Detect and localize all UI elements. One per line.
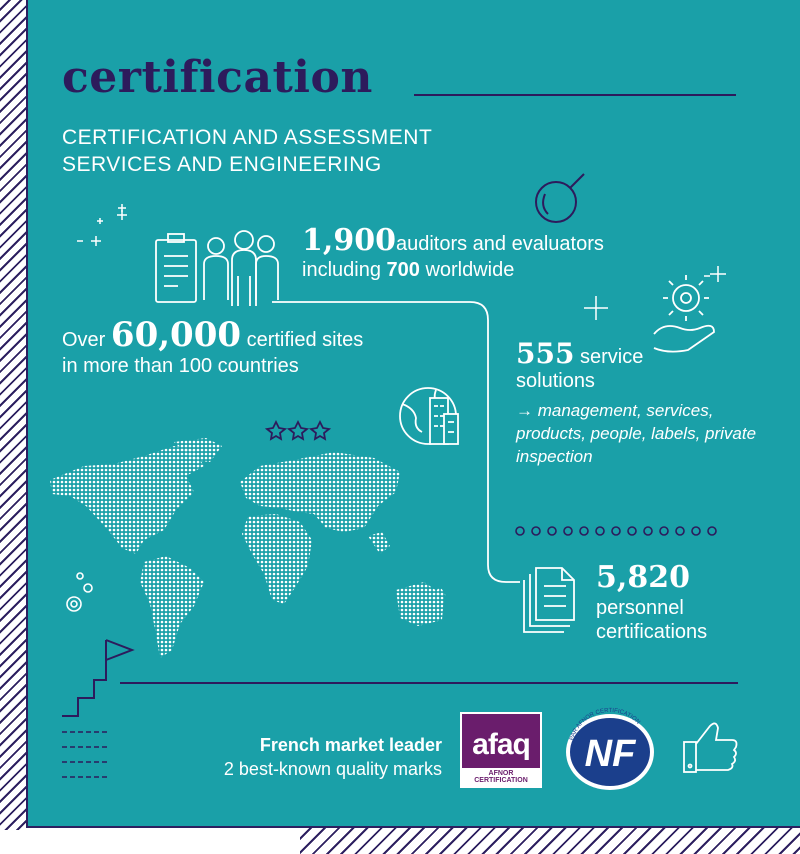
nf-logo-ring-text: PAR AFNOR CERTIFICATION [569,707,641,742]
stat-auditors [302,223,604,283]
stat-auditors-text2-pre: including [302,259,387,281]
stat-personnel [596,560,707,644]
dashed-lines-decoration [62,732,108,777]
market-leader-bold: French market leader [259,735,442,755]
stat-solutions-text1: service [580,346,644,368]
stat-solutions [516,337,776,468]
subtitle-line-1: CERTIFICATION AND ASSESSMENT [62,126,433,149]
afaq-logo-sub: AFNOR CERTIFICATION [474,770,528,784]
stat-solutions-number: 555 [516,337,575,370]
stat-sites [62,315,364,379]
clipboard-icon [156,234,196,302]
arrow-icon: → [516,401,533,420]
footer-divider [120,682,738,684]
afaq-logo [460,712,542,788]
stat-auditors-text1: auditors and evaluators [395,233,604,255]
nf-logo [560,706,660,792]
nf-logo-word: NF [584,733,636,775]
stat-personnel-number: 5,820 [596,560,690,595]
page-title: certification [62,52,373,103]
stat-solutions-text2: solutions [516,370,595,392]
stat-personnel-text2: certifications [596,621,708,643]
stat-personnel-text1: personnel [596,597,684,619]
subtitle-line-2: SERVICES AND ENGINEERING [62,153,382,176]
stat-sites-number: 60,000 [110,315,242,355]
stat-sites-text1: certified sites [246,329,364,351]
stat-sites-pre: Over [62,329,111,351]
stat-auditors-number: 1,900 [302,223,396,258]
dot-row-decoration [516,527,716,535]
stat-auditors-worldwide-number: 700 [386,259,420,281]
quality-marks-text: 2 best-known quality marks [223,759,442,779]
stat-auditors-text2-post: worldwide [419,259,515,281]
people-icon [204,231,278,306]
world-map [44,436,464,666]
document-stack-icon [524,568,574,632]
market-leader-text [150,733,442,781]
stat-sites-text2: in more than 100 countries [62,355,299,377]
afaq-logo-word: afaq [472,728,530,761]
magnifier-icon [536,174,584,222]
gear-hand-icon [654,275,714,352]
stat-solutions-detail: management, services, products, people, labels, private inspection [516,401,757,466]
thumbs-up-icon [684,723,737,772]
